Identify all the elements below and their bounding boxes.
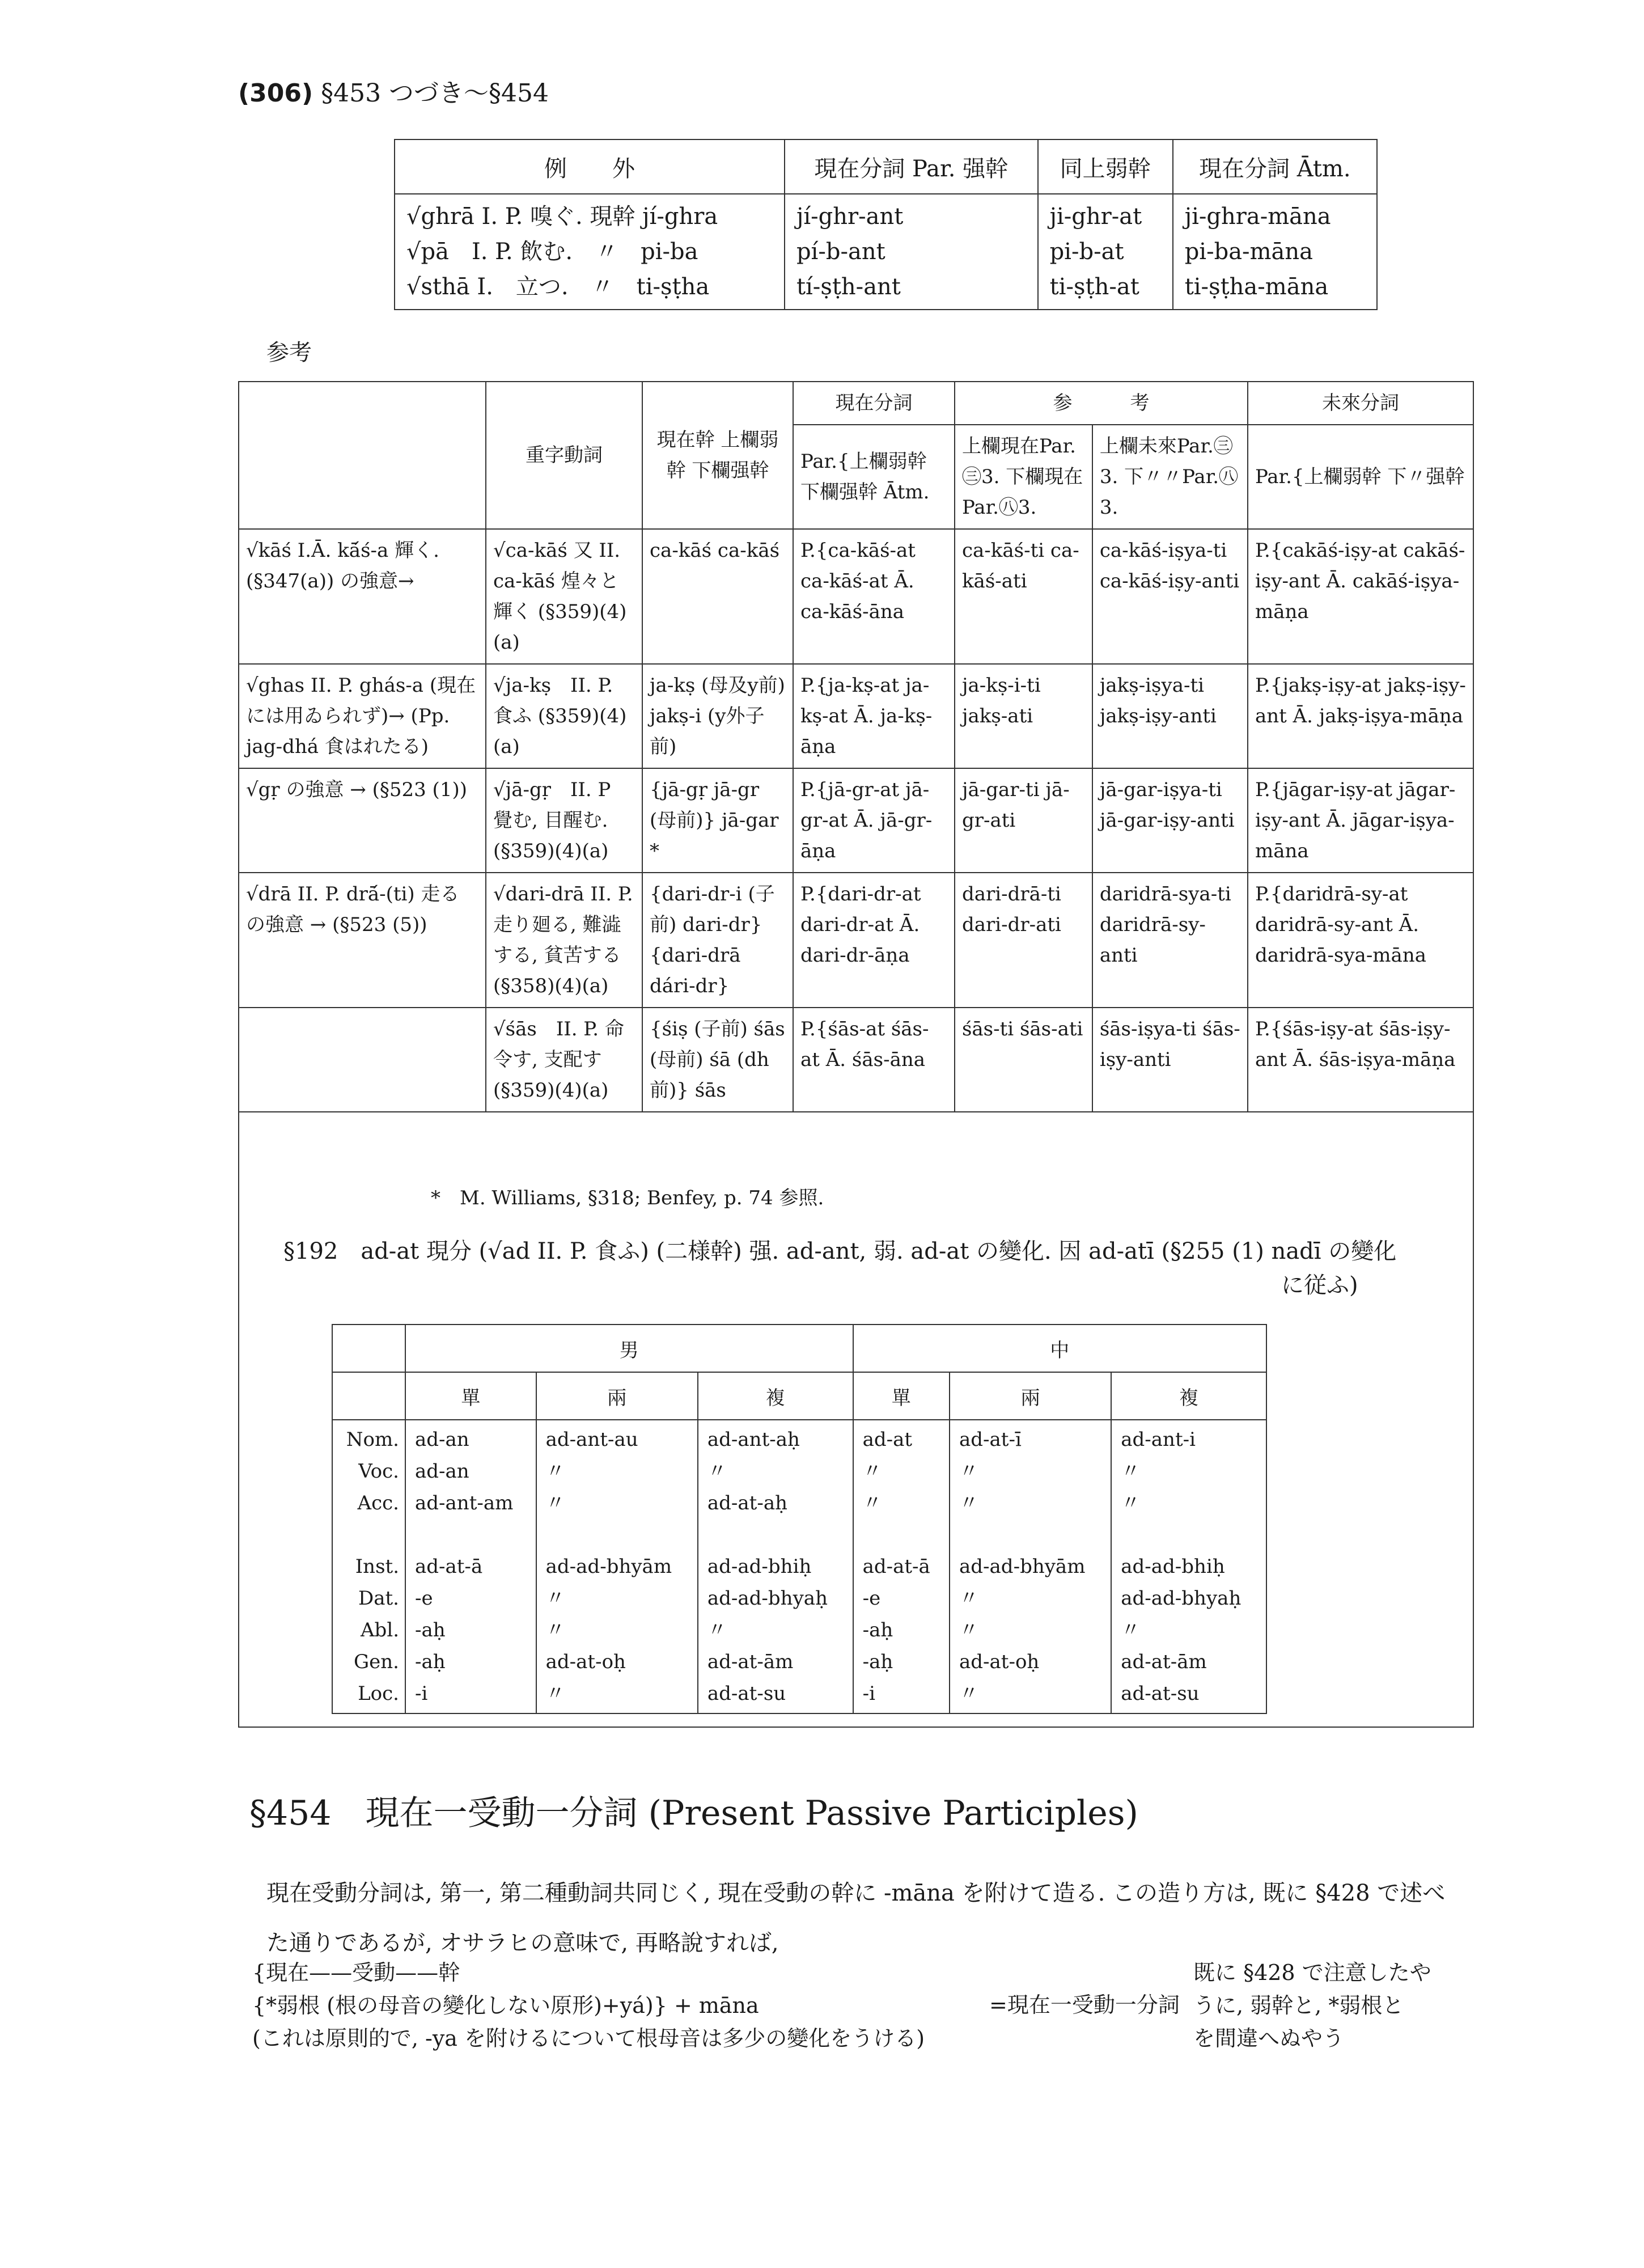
ref-header-reduplicated: 重字動詞 xyxy=(486,382,642,529)
ref-cell: √śās II. P. 命令す, 支配す (§359)(4)(a) xyxy=(486,1008,642,1112)
ref-cell: P.{ca-kāś-at ca-kāś-at Ā. ca-kāś-āna xyxy=(793,529,955,664)
table-row xyxy=(239,1008,1473,1112)
decl-col: ad-an ad-an ad-ant-am ad-at-ā -e -aḥ -aḥ -i xyxy=(405,1420,536,1713)
ref-cell: śās-ti śās-ati xyxy=(955,1008,1092,1112)
ref-cell: √ghas II. P. ghás-a (現在には用ゐられず)→ (Pp. jag-dhá 食はれたる) xyxy=(239,664,486,768)
decl-col: ad-ant-i 〃 〃 ad-ad-bhiḥ ad-ad-bhyaḥ 〃 ad-at-ām ad-at-su xyxy=(1111,1420,1266,1713)
decl-corner xyxy=(332,1372,405,1420)
table-row xyxy=(239,664,1473,768)
ref-cell: ja-kṣ (母及y前) jakṣ-i (y外子前) xyxy=(642,664,793,768)
decl-corner xyxy=(332,1325,405,1372)
ref-cell: P.{dari-dr-at dari-dr-at Ā. dari-dr-āṇa xyxy=(793,873,955,1008)
ref-cell: √ca-kāś 又 II. ca-kāś 煌々と輝く (§359)(4)(a) xyxy=(486,529,642,664)
decl-col: ad-ant-aḥ 〃 ad-at-aḥ ad-ad-bhiḥ ad-ad-bhyaḥ 〃 ad-at-ām ad-at-su xyxy=(698,1420,853,1713)
exceptions-cell: √ghrā I. P. 嗅ぐ. 現幹 jí-ghra √pā I. P. 飲む. 〃 pi-ba √sthā I. 立つ. 〃 ti-ṣṭha xyxy=(395,194,785,310)
formula-note: 既に §428 で注意したや うに, 弱幹と, *弱根と を間違へぬやう xyxy=(1193,1960,1431,2051)
ref-cell: √jā-gṛ II. P 覺む, 目醒む. (§359)(4)(a) xyxy=(486,768,642,873)
ref-cell: {śiṣ (子前) śās (母前) śā (dh 前)} śās xyxy=(642,1008,793,1112)
ref-cell: √drā II. P. drā́-(ti) 走るの強意 → (§523 (5)) xyxy=(239,873,486,1008)
ref-cell: {jā-gṛ jā-gr (母前)} jā-gar * xyxy=(642,768,793,873)
ref-header-participle: 現在分詞 xyxy=(793,382,955,425)
ref-cell: P.{jakṣ-iṣy-at jakṣ-iṣy-ant Ā. jakṣ-iṣya-māṇa xyxy=(1248,664,1473,768)
number-plural: 複 xyxy=(1111,1372,1266,1420)
reference-table xyxy=(238,381,1474,1112)
decl-col: ad-at 〃 〃 ad-at-ā -e -aḥ -aḥ -i xyxy=(853,1420,950,1713)
gender-neuter: 中 xyxy=(853,1325,1266,1372)
number-singular: 單 xyxy=(853,1372,950,1420)
ref-cell: jā-gar-iṣya-ti jā-gar-iṣy-anti xyxy=(1092,768,1248,873)
ref-header-stem: 現在幹 上欄弱幹 下欄强幹 xyxy=(642,382,793,529)
ref-sub-present: 上欄現在Par.㊂3. 下欄現在Par.㊇3. xyxy=(955,425,1092,529)
exceptions-table xyxy=(394,139,1378,310)
case-labels: Nom. Voc. Acc. Inst. Dat. Abl. Gen. Loc. xyxy=(332,1420,405,1713)
header-title: §453 つづき〜§454 xyxy=(321,79,549,108)
number-dual: 兩 xyxy=(950,1372,1111,1420)
ref-cell: śās-iṣya-ti śās-iṣy-anti xyxy=(1092,1008,1248,1112)
ref-sub-participle: Par.{上欄弱幹 下欄强幹 Ātm. xyxy=(793,425,955,529)
exceptions-header: 現在分詞 Ātm. xyxy=(1173,139,1377,194)
ref-cell: ca-kāś-iṣya-ti ca-kāś-iṣy-anti xyxy=(1092,529,1248,664)
ref-cell: P.{jā-gr-at jā-gr-at Ā. jā-gr-āṇa xyxy=(793,768,955,873)
formula-left: {現在——受動——幹 {*弱根 (根の母音の變化しない原形)+yá)} + māna (これは原則的で, -ya を附けるについて根母音は多少の變化をうける) xyxy=(252,1960,925,2051)
page-number: (306) xyxy=(238,79,313,108)
exceptions-header: 現在分詞 Par. 强幹 xyxy=(785,139,1038,194)
gender-masculine: 男 xyxy=(405,1325,853,1372)
section-454-heading: §454 現在一受動一分詞 (Present Passive Participles) xyxy=(249,1793,1138,1833)
ref-cell: P.{śās-iṣy-at śās-iṣy-ant Ā. śās-iṣya-māṇa xyxy=(1248,1008,1473,1112)
table-row xyxy=(239,529,1473,664)
declension-table xyxy=(332,1324,1267,1714)
ref-cell: ja-kṣ-i-ti jakṣ-ati xyxy=(955,664,1092,768)
ref-cell: ca-kāś ca-kāś xyxy=(642,529,793,664)
decl-col: ad-at-ī 〃 〃 ad-ad-bhyām 〃 〃 ad-at-oḥ 〃 xyxy=(950,1420,1111,1713)
page-header xyxy=(238,73,549,109)
ref-cell: P.{cakāś-iṣy-at cakāś-iṣy-ant Ā. cakāś-iṣya-māṇa xyxy=(1248,529,1473,664)
ref-cell xyxy=(239,1008,486,1112)
number-dual: 兩 xyxy=(536,1372,698,1420)
ref-cell: P.{śās-at śās-at Ā. śās-āna xyxy=(793,1008,955,1112)
ref-header-ref: 参 考 xyxy=(955,382,1248,425)
reference-label: 参考 xyxy=(266,340,312,366)
number-singular: 單 xyxy=(405,1372,536,1420)
exceptions-header: 同上弱幹 xyxy=(1038,139,1173,194)
ref-sub-future: 上欄未來Par.㊂3. 下〃〃Par.㊇3. xyxy=(1092,425,1248,529)
exceptions-cell: ji-ghra-māna pi-ba-māna ti-ṣṭha-māna xyxy=(1173,194,1377,310)
ref-cell: daridrā-sya-ti daridrā-sy-anti xyxy=(1092,873,1248,1008)
number-plural: 複 xyxy=(698,1372,853,1420)
table-row xyxy=(239,873,1473,1008)
exceptions-cell: jí-ghr-ant pí-b-ant tí-ṣṭh-ant xyxy=(785,194,1038,310)
ref-cell: jā-gar-ti jā-gr-ati xyxy=(955,768,1092,873)
decl-col: ad-ant-au 〃 〃 ad-ad-bhyām 〃 〃 ad-at-oḥ 〃 xyxy=(536,1420,698,1713)
ref-sub-future-participle: Par.{上欄弱幹 下〃强幹 xyxy=(1248,425,1473,529)
section-192-cont: に従ふ) xyxy=(1281,1272,1358,1298)
ref-cell: √gṛ の強意 → (§523 (1)) xyxy=(239,768,486,873)
ref-cell: dari-drā-ti dari-dr-ati xyxy=(955,873,1092,1008)
exceptions-header: 例 外 xyxy=(395,139,785,194)
ref-cell: √kāś I.Ā. kā́ś-a 輝く. (§347(a)) の強意→ xyxy=(239,529,486,664)
table-row xyxy=(239,768,1473,873)
ref-header-future: 未來分詞 xyxy=(1248,382,1473,425)
ref-cell: ca-kāś-ti ca-kāś-ati xyxy=(955,529,1092,664)
ref-cell: jakṣ-iṣya-ti jakṣ-iṣy-anti xyxy=(1092,664,1248,768)
ref-header-root xyxy=(239,382,486,529)
section-192-text: §192 ad-at 現分 (√ad II. P. 食ふ) (二様幹) 强. ad-ant, 弱. ad-at の變化. 因 ad-atī (§255 (1) nadī の變化 xyxy=(283,1238,1397,1264)
formula-equals: =現在一受動一分詞 xyxy=(989,1992,1180,2017)
ref-cell: {dari-dr-i (子前) dari-dr} {dari-drā dári-dr} xyxy=(642,873,793,1008)
ref-cell: √ja-kṣ II. P. 食ふ (§359)(4)(a) xyxy=(486,664,642,768)
footnote: * M. Williams, §318; Benfey, p. 74 参照. xyxy=(431,1187,824,1209)
exceptions-cell: ji-ghr-at pi-b-at ti-ṣṭh-at xyxy=(1038,194,1173,310)
section-454-paragraph: 現在受動分詞は, 第一, 第二種動詞共同じく, 現在受動の幹に -māna を附けて造る. この造り方は, 既に §428 で述べ た通りであるが, オサラヒの意味で, 再略說すれば, xyxy=(266,1880,1446,1956)
ref-cell: √dari-drā II. P. 走り廻る, 難澁する, 貧苦する (§358)(4)(a) xyxy=(486,873,642,1008)
ref-cell: P.{daridrā-sy-at daridrā-sy-ant Ā. daridrā-sya-māna xyxy=(1248,873,1473,1008)
ref-cell: P.{jāgar-iṣy-at jāgar-iṣy-ant Ā. jāgar-iṣya-māna xyxy=(1248,768,1473,873)
ref-cell: P.{ja-kṣ-at ja-kṣ-at Ā. ja-kṣ-āṇa xyxy=(793,664,955,768)
